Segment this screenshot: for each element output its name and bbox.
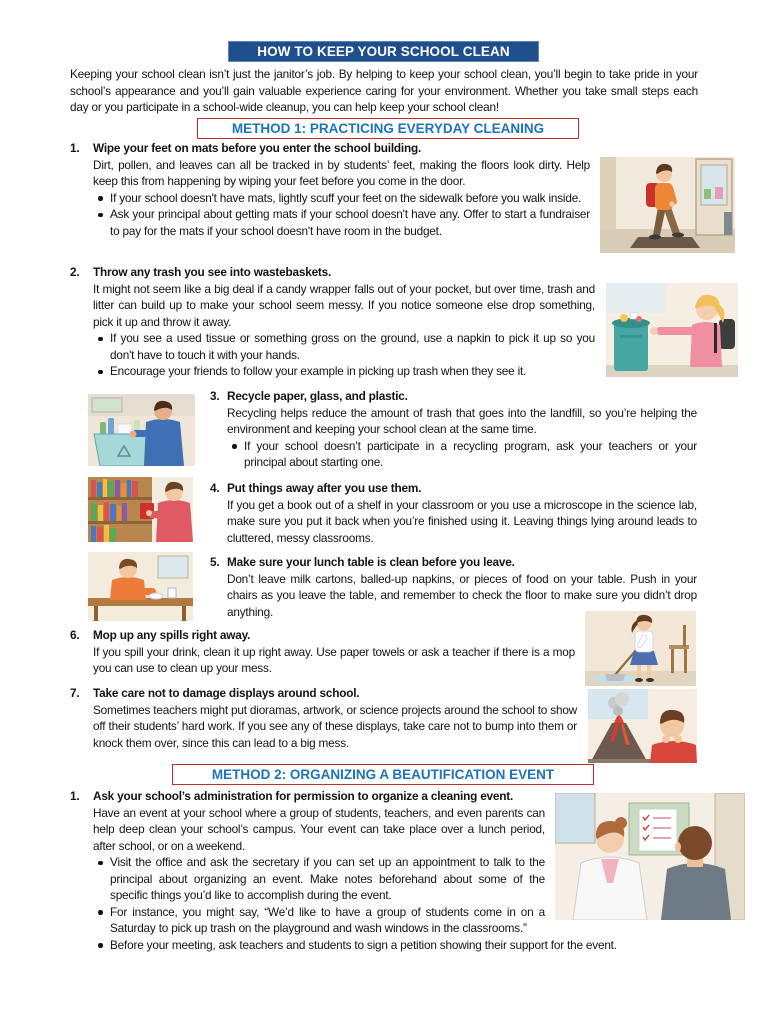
boy-wiping-table-illustration xyxy=(88,552,193,621)
bullet-list xyxy=(227,438,697,471)
girl-throwing-trash-illustration xyxy=(606,283,738,377)
step-body: If you get a book out of a shelf in your classroom or you use a microscope in the science lab, make sure you put it back when you’re finished using it. Leaving things lying around leads to cluttered, messy classrooms. xyxy=(227,497,697,545)
step-number: 3. xyxy=(210,389,220,403)
method-1-step-6 xyxy=(70,627,575,677)
bullet-text: If your school doesn't have mats, lightly scuff your feet on the sidewalk before you walk inside. xyxy=(110,190,582,205)
bullet-text: Visit the office and ask the secretary if you can set up an appointment to talk to the principal about organizing an event. Make notes beforehand about some of the specific things you’d like to accomplish during the event. xyxy=(110,855,545,902)
method-1-step-4 xyxy=(210,480,697,546)
step-number: 5. xyxy=(210,555,220,569)
bullet-list xyxy=(93,330,595,380)
step-title: Make sure your lunch table is clean before you leave. xyxy=(227,555,515,569)
page-title: HOW TO KEEP YOUR SCHOOL CLEAN xyxy=(228,41,539,62)
method-1-step-7 xyxy=(70,685,577,751)
student-wiping-feet-on-mat-illustration xyxy=(600,157,735,253)
boy-shelving-book-illustration xyxy=(88,477,193,542)
step-body: Don’t leave milk cartons, balled-up napkins, or pieces of food on your table. Push in your chairs as you leave the table, and remember to check the floor to make sure you didn’t drop anything. xyxy=(227,571,697,619)
step-number: 1. xyxy=(70,141,80,155)
step-title: Put things away after you use them. xyxy=(227,481,422,495)
step-body: Have an event at your school where a group of students, teachers, and even parents can help deep clean your school’s campus. Your event can take place over a lunch period, after school, or on a weekend. xyxy=(93,805,545,853)
step-number: 1. xyxy=(70,789,80,803)
method-1-step-3 xyxy=(210,388,697,471)
student-meeting-administrator-illustration xyxy=(555,793,745,920)
method-1-step-1 xyxy=(70,140,590,239)
bullet-text: Before your meeting, ask teachers and students to sign a petition showing their support for the event. xyxy=(110,937,617,952)
step-number: 2. xyxy=(70,265,80,279)
step-body: Sometimes teachers might put dioramas, artwork, or science projects around the school to show off their students’ hard work. If you see any of these displays, take care not to bump into them or knock them over, since this can lead to a big mess. xyxy=(93,702,577,750)
step-number: 7. xyxy=(70,686,80,700)
bullet-item xyxy=(93,190,590,207)
step-title: Recycle paper, glass, and plastic. xyxy=(227,389,408,403)
method-1-step-2 xyxy=(70,264,595,380)
bullet-icon xyxy=(98,861,103,866)
step-body: It might not seem like a big deal if a candy wrapper falls out of your pocket, but over time, trash and litter can build up to make your school seem messy. If you notice someone else drop something, pick it up and throw it away. xyxy=(93,281,595,329)
step-number: 4. xyxy=(210,481,220,495)
step-title: Mop up any spills right away. xyxy=(93,628,251,642)
method-1-heading: METHOD 1: PRACTICING EVERYDAY CLEANING xyxy=(197,118,579,139)
bullet-text: For instance, you might say, “We’d like to have a group of students come in on a Saturday to pick up trash on the playground and wash windows in the classrooms.” xyxy=(110,904,545,935)
bullet-text: Encourage your friends to follow your example in picking up trash when they see it. xyxy=(110,364,527,378)
bullet-icon xyxy=(98,370,103,375)
boy-recycling-illustration xyxy=(88,394,195,466)
bullet-item xyxy=(93,206,590,239)
step-body: If you spill your drink, clean it up right away. Use paper towels or ask a teacher if there is a mop you can use to clean up your mess. xyxy=(93,644,575,675)
step-body: Recycling helps reduce the amount of trash that goes into the landfill, so you’re helping the environment and keeping your school clean at the same time. xyxy=(227,405,697,436)
bullet-item xyxy=(93,363,595,380)
step-body: Dirt, pollen, and leaves can all be tracked in by students’ feet, making the floors look dirty. Help keep this from happening by wiping your feet before you come in the door. xyxy=(93,157,590,188)
bullet-icon xyxy=(232,444,237,449)
step-title: Throw any trash you see into wastebaskets. xyxy=(93,265,332,279)
bullet-icon xyxy=(98,910,103,915)
bullet-item xyxy=(93,330,595,363)
bullet-text: If your school doesn’t participate in a recycling program, ask your teachers or your principal about starting one. xyxy=(244,438,697,469)
bullet-item xyxy=(227,438,697,471)
bullet-text: Ask your principal about getting mats if your school doesn't have any. Offer to start a fundraiser to pay for the mats if your school doesn't have room in the budget. xyxy=(110,207,590,238)
method-2-heading: METHOD 2: ORGANIZING A BEAUTIFICATION EVENT xyxy=(172,764,594,785)
intro-paragraph: Keeping your school clean isn’t just the janitor’s job. By helping to keep your school clean, you’ll begin to take pride in your school’s appearance and you’ll gain valuable experience caring for your environment. Whether you take small steps each day or you participate in a school-wide cleanup, you can help keep your school clean! xyxy=(70,67,698,114)
boy-with-volcano-display-illustration xyxy=(588,689,697,763)
bullet-text: If you see a used tissue or something gross on the ground, use a napkin to pick it up so you don't have to touch it with your hands. xyxy=(110,331,595,362)
bullet-icon xyxy=(98,196,103,201)
step-title: Wipe your feet on mats before you enter the school building. xyxy=(93,141,422,155)
bullet-list xyxy=(93,190,590,240)
step-number: 6. xyxy=(70,628,80,642)
bullet-icon xyxy=(98,213,103,218)
bullet-item xyxy=(93,937,697,954)
bullet-icon xyxy=(98,337,103,342)
girl-mopping-spill-illustration xyxy=(585,611,696,686)
bullet-icon xyxy=(98,943,103,948)
step-title: Ask your school’s administration for permission to organize a cleaning event. xyxy=(93,789,514,803)
step-title: Take care not to damage displays around school. xyxy=(93,686,360,700)
